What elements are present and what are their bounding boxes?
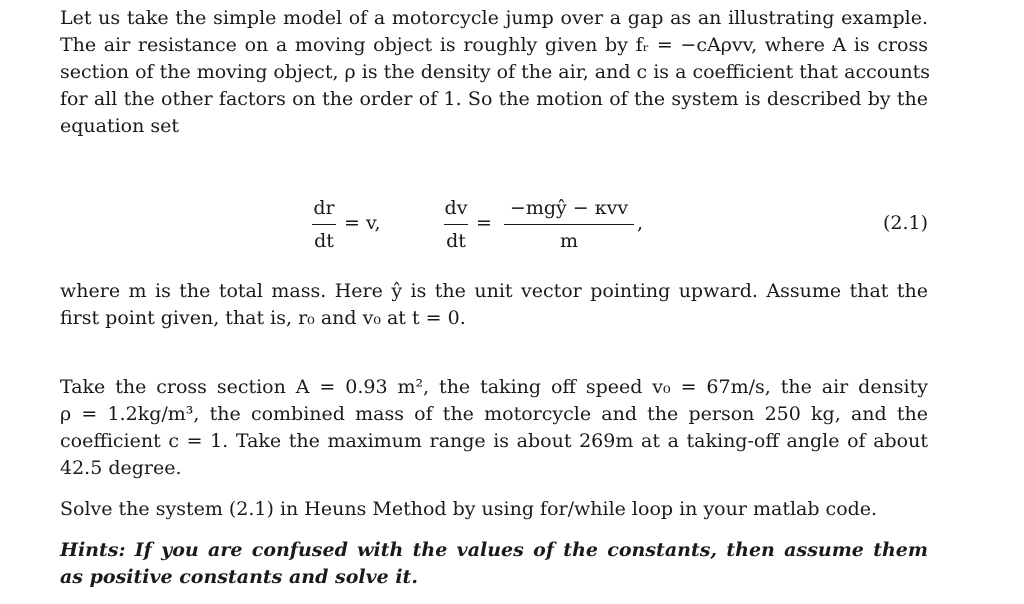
text-line: Hints: If you are confused with the values of the constants, then assume them — [60, 539, 928, 561]
fraction-numerator: −mgŷ − κvv — [509, 197, 629, 219]
fraction-bar — [444, 224, 468, 225]
equation-text: , — [637, 212, 644, 234]
text-line: as positive constants and solve it. — [60, 566, 418, 588]
fraction-denominator: m — [559, 230, 579, 252]
equation-2-1 — [60, 190, 928, 258]
equation-text: = — [476, 212, 492, 234]
text-line: ρ = 1.2kg/m³, the combined mass of the motorcycle and the person 250 kg, and the — [60, 403, 928, 425]
hints-paragraph — [60, 537, 928, 591]
text-line: The air resistance on a moving object is roughly given by fᵣ = −cAρvv, where A is cross — [60, 34, 928, 56]
fraction-numerator: dr — [313, 197, 335, 219]
equation-text: = v, — [344, 212, 381, 234]
intro-paragraph — [60, 5, 931, 140]
text-line: Solve the system (2.1) in Heuns Method by using for/while loop in your matlab code. — [60, 498, 878, 520]
fraction-bar — [504, 224, 634, 225]
text-line: section of the moving object, ρ is the density of the air, and c is a coefficient that accounts — [60, 61, 931, 83]
text-line: Take the cross section A = 0.93 m², the taking off speed v₀ = 67m/s, the air density — [60, 376, 928, 398]
text-line: for all the other factors on the order of 1. So the motion of the system is described by the — [60, 88, 928, 110]
document-page — [60, 0, 931, 604]
fraction-force-over-mass — [504, 196, 634, 253]
fraction-bar — [312, 224, 336, 225]
text-line: 42.5 degree. — [60, 457, 182, 479]
text-line: coefficient c = 1. Take the maximum range is about 269m at a taking-off angle of about — [60, 430, 928, 452]
fraction-dv-dt — [444, 196, 468, 253]
equation-number: (2.1) — [882, 212, 928, 234]
task-paragraph — [60, 496, 928, 523]
text-line: where m is the total mass. Here ŷ is the unit vector pointing upward. Assume that the — [60, 280, 928, 302]
text-line: Let us take the simple model of a motorcycle jump over a gap as an illustrating example. — [60, 7, 928, 29]
text-line: equation set — [60, 115, 180, 137]
fraction-denominator: dt — [446, 230, 466, 252]
fraction-numerator: dv — [444, 197, 468, 219]
where-paragraph — [60, 278, 928, 332]
constants-paragraph — [60, 374, 928, 482]
fraction-denominator: dt — [314, 230, 334, 252]
text-line: first point given, that is, r₀ and v₀ at t = 0. — [60, 307, 466, 329]
fraction-dr-dt — [312, 196, 336, 253]
